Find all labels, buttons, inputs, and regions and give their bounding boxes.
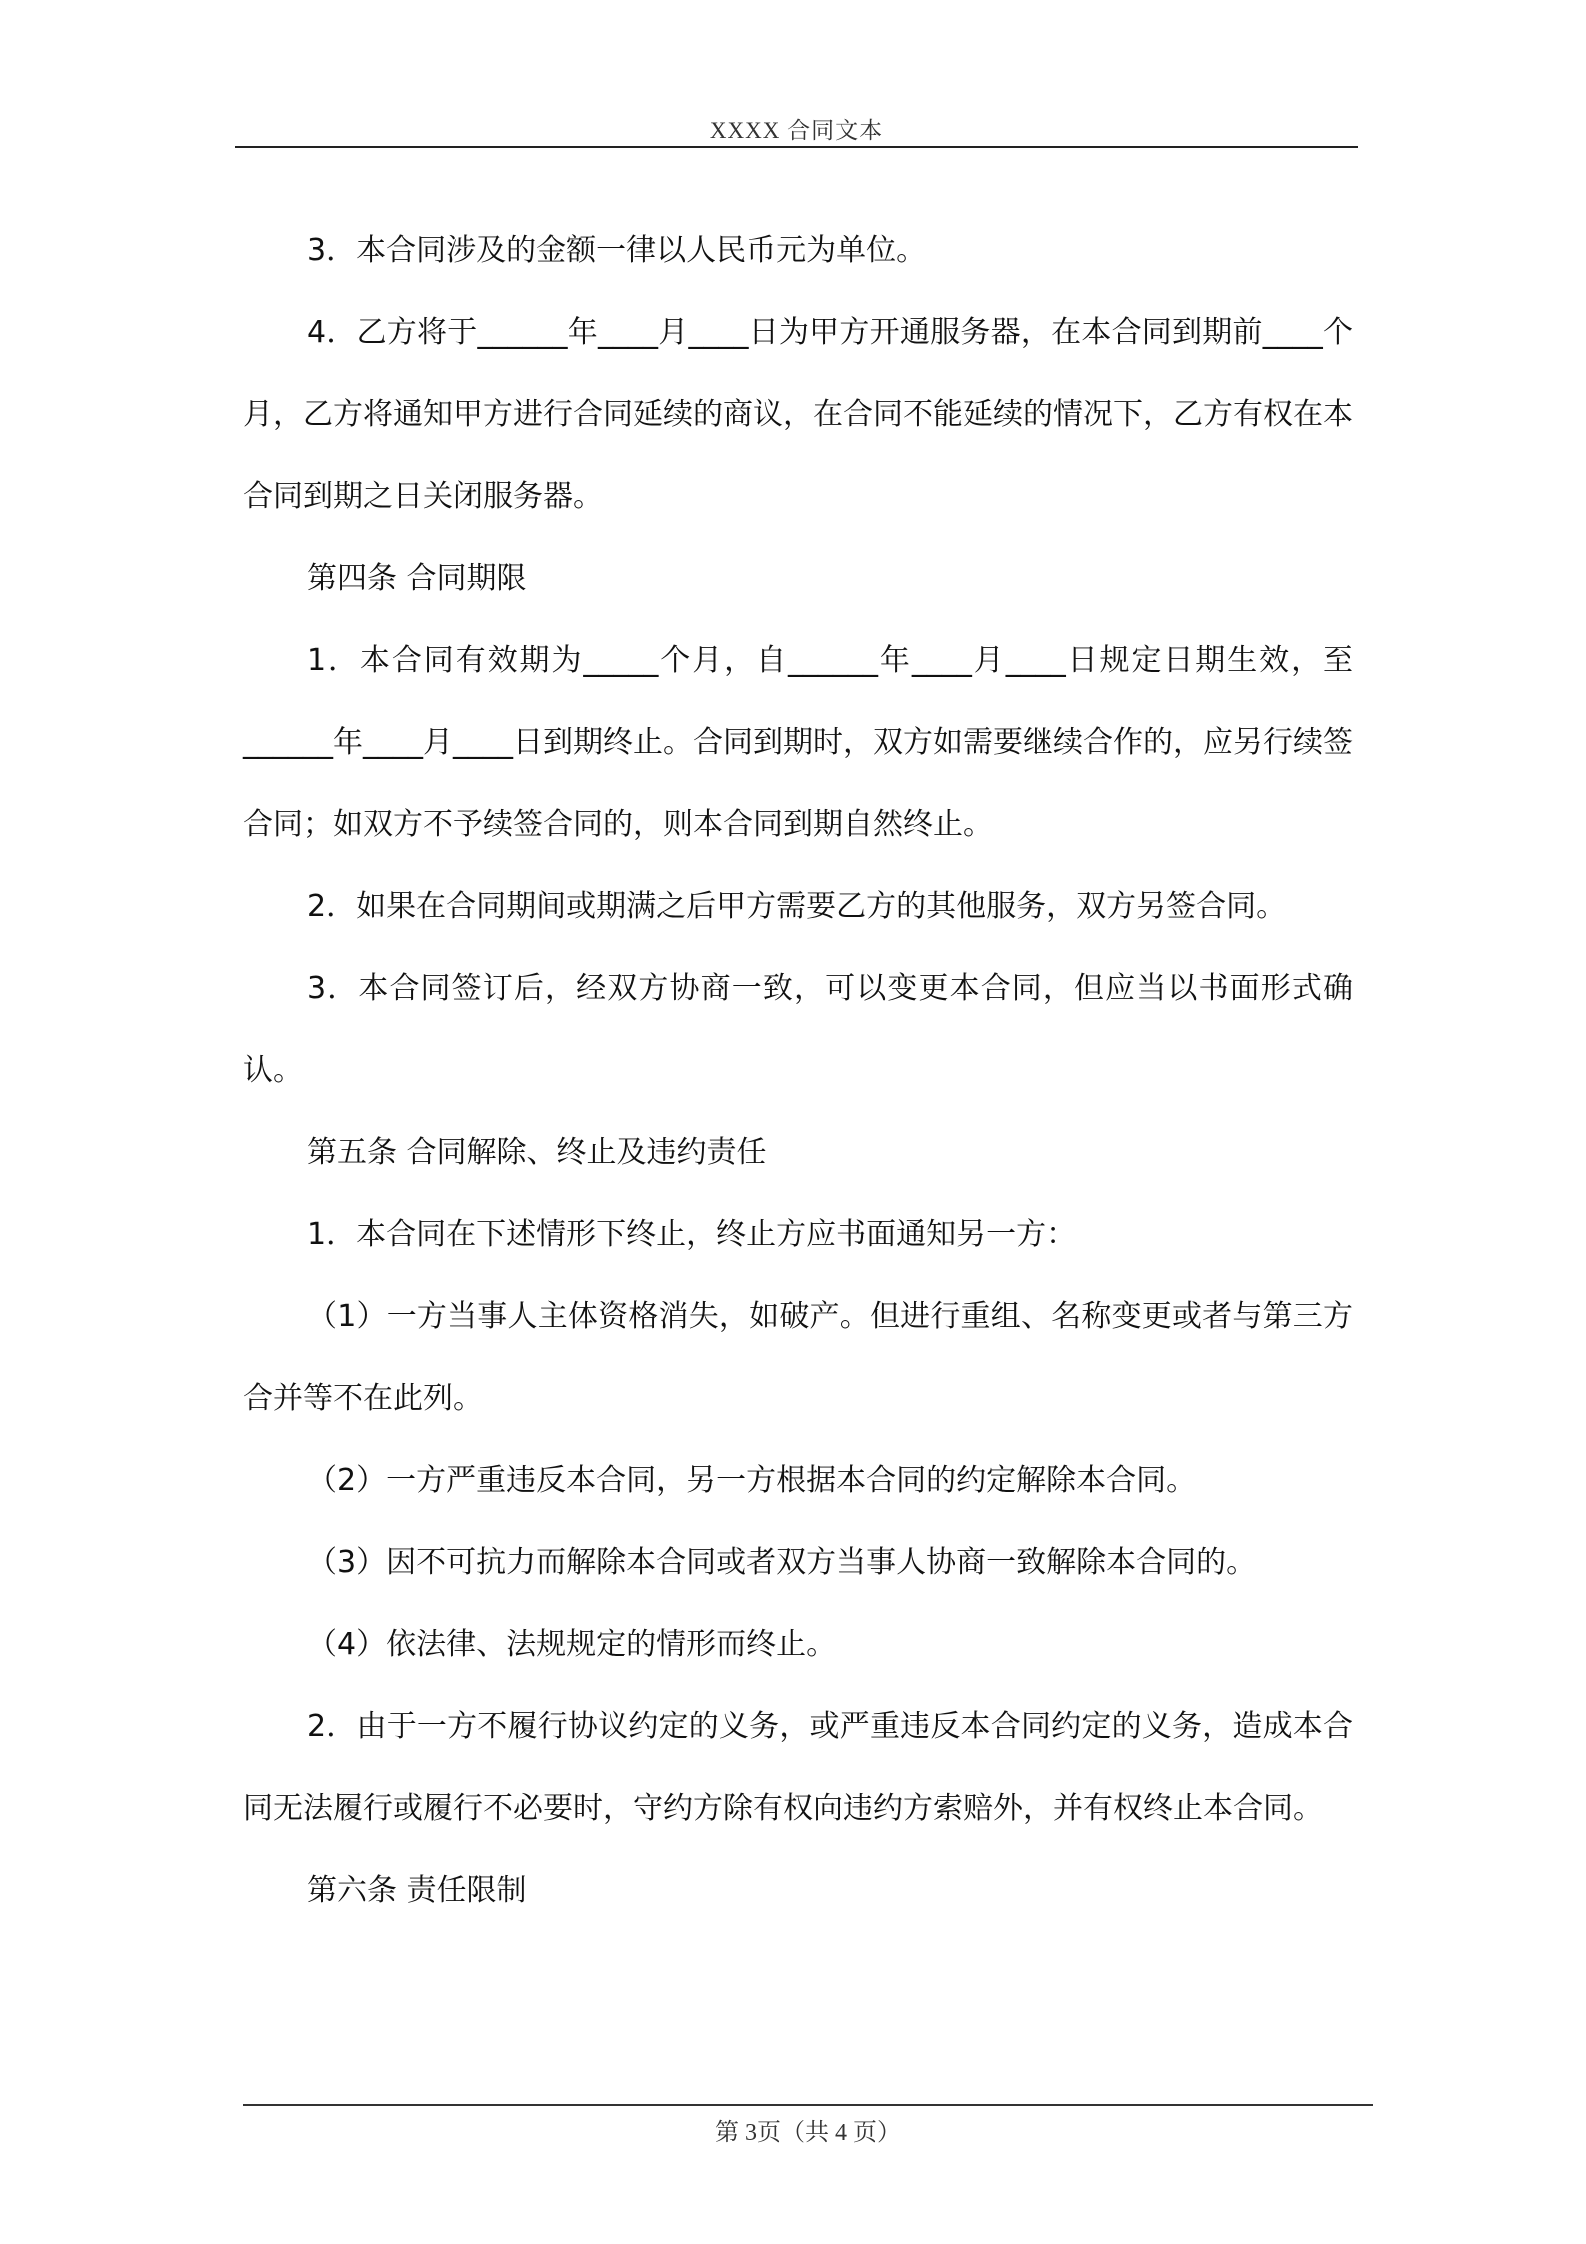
clause-heading-article-5: 第五条 合同解除、终止及违约责任	[307, 1135, 767, 1170]
paragraph-contract-term: 1．本合同有效期为_____个月，自______年____月____日规定日期生效，至______年____月____日到期终止。合同到期时，双方如需要继续合作的，应另行续签合同；如双方不予续签合同的，则本合同到期自然终止。	[243, 643, 1353, 842]
header-divider	[235, 146, 1358, 148]
paragraph-termination-conditions: 1．本合同在下述情形下终止，终止方应书面通知另一方：	[307, 1217, 1077, 1252]
list-item-termination-4: （4）依法律、法规规定的情形而终止。	[307, 1627, 837, 1662]
page-number: 第 3页（共 4 页）	[715, 2120, 901, 2146]
list-item-termination-2: （2）一方严重违反本合同，另一方根据本合同的约定解除本合同。	[307, 1463, 1197, 1498]
list-item-termination-3: （3）因不可抗力而解除本合同或者双方当事人协商一致解除本合同的。	[307, 1545, 1257, 1580]
paragraph-amount-unit: 3．本合同涉及的金额一律以人民币元为单位。	[307, 233, 927, 268]
list-item-termination-1: （1）一方当事人主体资格消失，如破产。但进行重组、名称变更或者与第三方合并等不在此列。	[243, 1299, 1353, 1416]
paragraph-breach-liability: 2．由于一方不履行协议约定的义务，或严重违反本合同约定的义务，造成本合同无法履行或履行不必要时，守约方除有权向违约方索赔外，并有权终止本合同。	[243, 1709, 1353, 1826]
document-body	[243, 210, 1353, 1932]
clause-heading-article-4: 第四条 合同期限	[307, 561, 527, 596]
paragraph-contract-amendment: 3．本合同签订后，经双方协商一致，可以变更本合同，但应当以书面形式确认。	[243, 971, 1353, 1088]
paragraph-server-activation: 4．乙方将于______年____月____日为甲方开通服务器，在本合同到期前____个月，乙方将通知甲方进行合同延续的商议，在合同不能延续的情况下，乙方有权在本合同到期之日关闭服务器。	[243, 315, 1353, 514]
paragraph-other-services: 2．如果在合同期间或期满之后甲方需要乙方的其他服务，双方另签合同。	[307, 889, 1287, 924]
footer-divider	[243, 2104, 1373, 2106]
clause-heading-article-6: 第六条 责任限制	[307, 1873, 527, 1908]
page-header-title: XXXX 合同文本	[709, 118, 884, 143]
